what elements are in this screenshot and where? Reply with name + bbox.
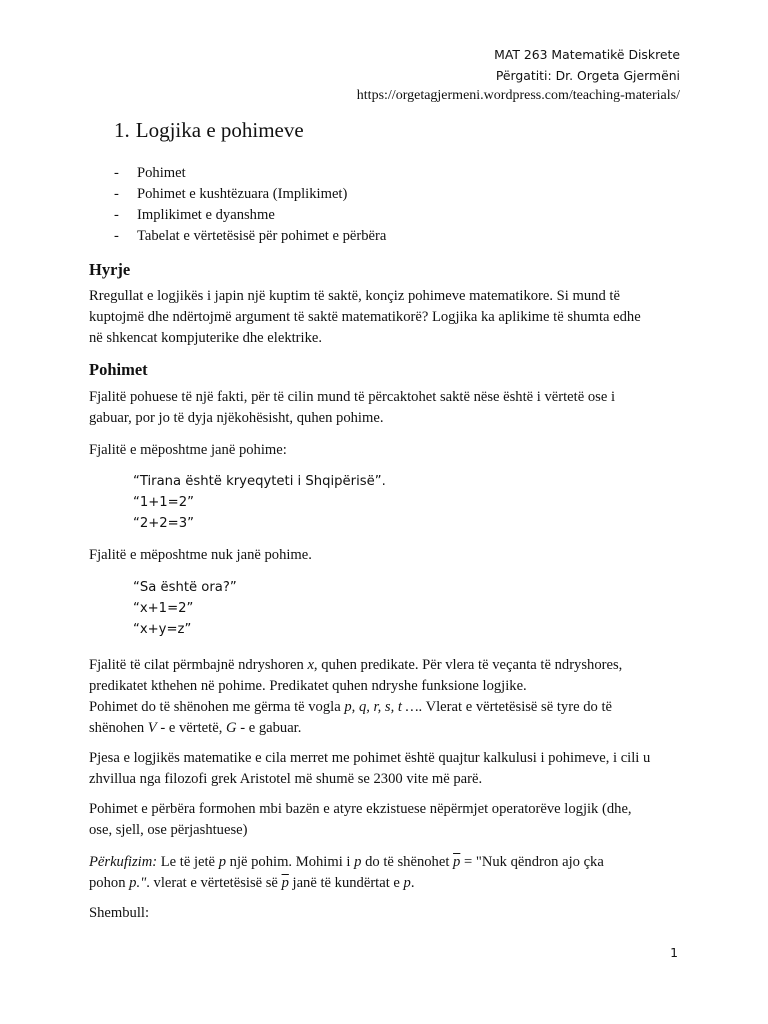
example-label: Shembull: (89, 905, 149, 921)
topic-item: - Pohimet e kushtëzuara (Implikimet) (114, 186, 348, 202)
predicate-paragraph: Fjalitë të cilat përmbajnë ndryshoren x, quhen predikate. Për vlera të veçanta të ndryshores, predikatet kthehen në pohime. Predikatet quhen ndryshe funksione logjike. Pohimet do të shënohen me gërma të vogla p, q, r, s, t …. Vlerat e vërtetësisë së tyre do të shënohen V - e vërtetë, G - e gabuar. (89, 657, 623, 736)
history-paragraph: Pjesa e logjikës matematike e cila merret me pohimet është quajtur kalkulusi i pohimeve, i cili u zhvillua nga filozofi grek Aristotel më shumë se 2300 vite më parë. (89, 750, 651, 787)
section-title (114, 116, 304, 144)
example-nonstatement: “Sa është ora?” (133, 580, 237, 595)
topic-item: - Tabelat e vërtetësisë për pohimet e përbëra (114, 228, 387, 244)
section-number: 1. (114, 118, 130, 142)
section-title-text: Logjika e pohimeve (135, 118, 304, 142)
example-nonstatement: “x+y=z” (133, 622, 192, 637)
statement-examples (133, 471, 386, 534)
nonexamples-intro: Fjalitë e mëposhtme nuk janë pohime. (89, 547, 312, 563)
topic-item: - Pohimet (114, 165, 186, 181)
definition-label: Përkufizim: (89, 854, 158, 870)
topic-list (114, 163, 386, 247)
intro-paragraph: Rregullat e logjikës i japin një kuptim të saktë, konçiz pohimeve matematikore. Si mund të kuptojmë dhe ndërtojmë argument të saktë matematikorë? Logjika ka aplikime të shumta edhe në shkencat kompjuterike dhe elektrike. (89, 288, 641, 346)
example-statement: “1+1=2” (133, 495, 194, 510)
definition-paragraph: Fjalitë pohuese të një fakti, për të cilin mund të përcaktohet saktë nëse është i vërtetë ose i gabuar, por jo të dyja njëkohësisht, quhen pohime. (89, 389, 615, 426)
examples-intro: Fjalitë e mëposhtme janë pohime: (89, 442, 287, 458)
topic-item: - Implikimet e dyanshme (114, 207, 275, 223)
heading-pohimet: Pohimet (89, 360, 148, 379)
example-nonstatement: “x+1=2” (133, 601, 194, 616)
page-number: 1 (670, 945, 678, 960)
compound-paragraph: Pohimet e përbëra formohen mbi bazën e atyre ekzistuese nëpërmjet operatorëve logjik (dhe, ose, sjell, ose përjashtuese) (89, 801, 632, 838)
header-author: Përgatiti: Dr. Orgeta Gjermëni (495, 68, 680, 83)
example-statement: “Tirana është kryeqyteti i Shqipërisë”. (133, 474, 386, 489)
example-statement: “2+2=3” (133, 516, 194, 531)
heading-hyrje: Hyrje (89, 260, 131, 279)
header-course: MAT 263 Matematikë Diskrete (494, 47, 680, 62)
nonstatement-examples (133, 577, 237, 640)
header-url: https://orgetagjermeni.wordpress.com/teaching-materials/ (356, 88, 680, 103)
negation-definition: Përkufizim: Le të jetë p një pohim. Mohimi i p do të shënohet $\overline{p}$ = "Nuk qëndron ajo çka pohon p.". vlerat e vërtetësisë së $\overline{p}$ janë të kundërtat e p. (89, 854, 604, 891)
